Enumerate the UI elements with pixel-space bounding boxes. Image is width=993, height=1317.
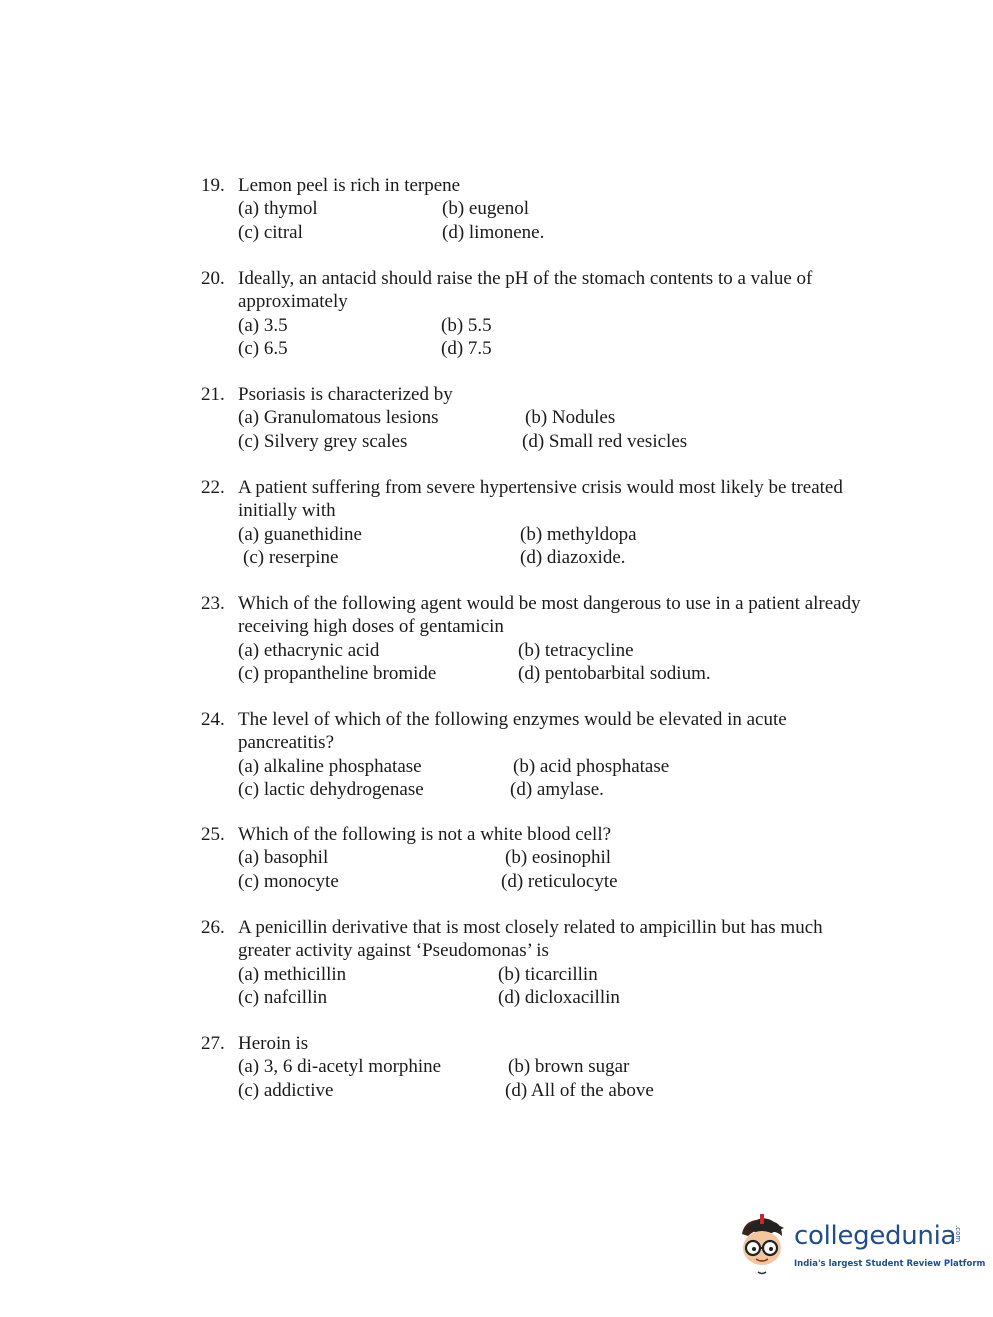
logo-suffix: .com bbox=[954, 1225, 962, 1243]
question-number: 23. bbox=[201, 593, 225, 614]
logo-tagline: India's largest Student Review Platform bbox=[794, 1259, 986, 1269]
option-a: (a) basophil bbox=[238, 847, 329, 869]
question-stem: A penicillin derivative that is most closely related to ampicillin but has much greater activity against ‘Pseudomonas’ is bbox=[238, 917, 823, 962]
option-a: (a) 3.5 bbox=[238, 314, 288, 336]
question-stem: Ideally, an antacid should raise the pH of the stomach contents to a value of approximately bbox=[238, 268, 813, 313]
question-number: 26. bbox=[201, 917, 225, 938]
option-b: (b) eosinophil bbox=[505, 847, 612, 869]
question-number: 24. bbox=[201, 709, 225, 730]
option-b: (b) ticarcillin bbox=[498, 963, 598, 985]
option-a: (a) thymol bbox=[238, 198, 318, 220]
option-d: (d) dicloxacillin bbox=[498, 987, 620, 1009]
option-d: (d) pentobarbital sodium. bbox=[518, 663, 711, 685]
question-stem: Which of the following agent would be most dangerous to use in a patient already receiving high doses of gentamicin bbox=[238, 593, 861, 638]
option-d: (d) All of the above bbox=[505, 1079, 654, 1101]
option-d: (d) 7.5 bbox=[441, 338, 492, 360]
option-b: (b) 5.5 bbox=[441, 314, 492, 336]
option-c: (c) addictive bbox=[238, 1079, 334, 1101]
option-a: (a) guanethidine bbox=[238, 523, 362, 545]
question-number: 25. bbox=[201, 824, 225, 845]
question-stem: Heroin is bbox=[238, 1033, 309, 1054]
option-d: (d) reticulocyte bbox=[501, 870, 618, 892]
option-c: (c) Silvery grey scales bbox=[238, 430, 408, 452]
question-number: 27. bbox=[201, 1033, 225, 1054]
option-a: (a) Granulomatous lesions bbox=[238, 407, 439, 429]
option-c: (c) citral bbox=[238, 221, 303, 243]
option-c: (c) lactic dehydrogenase bbox=[238, 779, 424, 801]
option-a: (a) alkaline phosphatase bbox=[238, 755, 422, 777]
option-b: (b) tetracycline bbox=[518, 639, 634, 661]
option-c: (c) propantheline bromide bbox=[238, 663, 437, 685]
question-number: 20. bbox=[201, 268, 225, 289]
option-d: (d) Small red vesicles bbox=[522, 430, 688, 452]
option-b: (b) methyldopa bbox=[520, 523, 637, 545]
option-a: (a) methicillin bbox=[238, 963, 347, 985]
mascot-icon bbox=[736, 1212, 792, 1282]
option-c: (c) 6.5 bbox=[238, 338, 288, 360]
option-d: (d) diazoxide. bbox=[520, 547, 626, 569]
question-stem: The level of which of the following enzymes would be elevated in acute pancreatitis? bbox=[238, 709, 787, 754]
option-d: (d) limonene. bbox=[442, 221, 545, 243]
logo-wordmark: collegedunia bbox=[794, 1221, 957, 1251]
option-b: (b) Nodules bbox=[525, 407, 616, 429]
option-c: (c) monocyte bbox=[238, 870, 339, 892]
option-c: (c) reserpine bbox=[243, 547, 339, 569]
option-b: (b) acid phosphatase bbox=[513, 755, 670, 777]
collegedunia-logo bbox=[736, 1212, 986, 1282]
option-d: (d) amylase. bbox=[510, 779, 604, 801]
question-stem: Lemon peel is rich in terpene bbox=[238, 175, 461, 196]
option-a: (a) ethacrynic acid bbox=[238, 639, 380, 661]
question-stem: Which of the following is not a white blood cell? bbox=[238, 824, 612, 845]
option-b: (b) eugenol bbox=[442, 198, 530, 220]
option-a: (a) 3, 6 di-acetyl morphine bbox=[238, 1056, 442, 1078]
option-c: (c) nafcillin bbox=[238, 987, 328, 1009]
option-b: (b) brown sugar bbox=[508, 1056, 630, 1078]
question-stem: A patient suffering from severe hypertensive crisis would most likely be treated initially with bbox=[238, 477, 843, 522]
question-stem: Psoriasis is characterized by bbox=[238, 384, 453, 405]
question-number: 21. bbox=[201, 384, 225, 405]
question-number: 22. bbox=[201, 477, 225, 498]
question-number: 19. bbox=[201, 175, 225, 196]
